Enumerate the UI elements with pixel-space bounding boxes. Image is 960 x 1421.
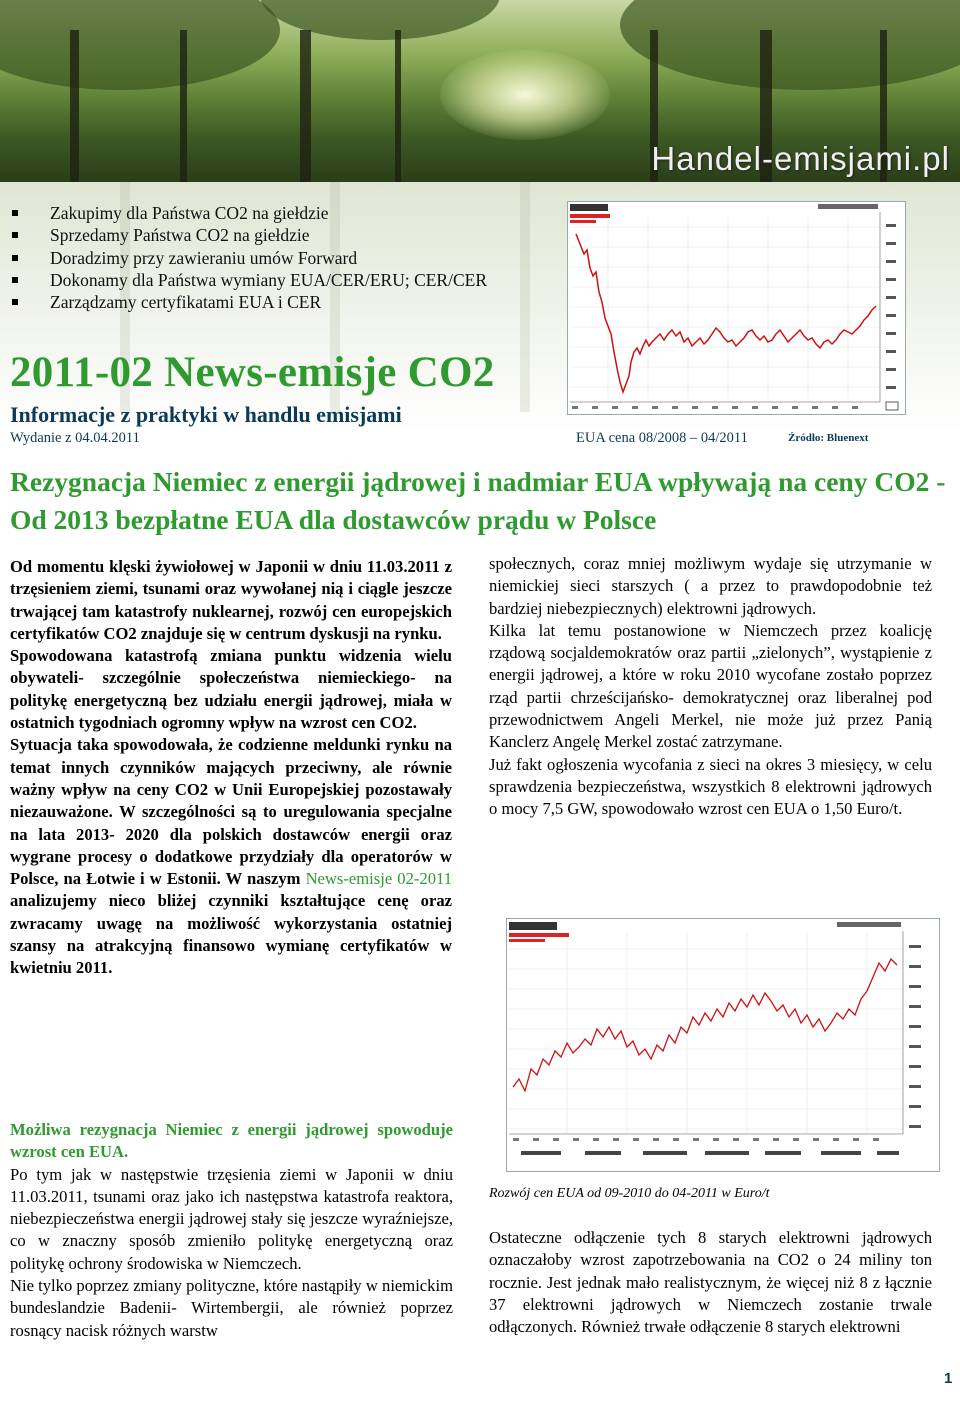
banner-trunk: [300, 30, 311, 182]
newsletter-link[interactable]: News-emisje 02-2011: [305, 869, 452, 889]
left-paragraph-3-text-end: analizujemy nieco bliżej czynniki kształtujące cenę oraz zwracamy uwagę na możliwość wykorzystania ostatniej szansy na atrakcyjną finansowo wymianę certyfikatów w kwietniu 2011.: [10, 891, 452, 978]
page-number: 1: [944, 1370, 953, 1387]
banner-canopy: [260, 0, 500, 40]
chart2-legend-swatch: [509, 939, 545, 942]
issue-subtitle: Informacje z praktyki w handlu emisjami: [10, 402, 402, 427]
eua-price-chart2-svg: [507, 919, 939, 1171]
chart1-caption: EUA cena 08/2008 – 04/2011: [576, 430, 748, 446]
eua-price-chart-svg: [568, 202, 905, 414]
banner-canopy: [0, 0, 280, 90]
issue-edition-date: Wydanie z 04.04.2011: [10, 430, 140, 446]
chart2-date-range: [837, 922, 901, 927]
services-list-item: Dokonamy dla Państwa wymiany EUA/CER/ERU; CER/CER: [10, 269, 487, 291]
services-list-item: Sprzedamy Państwa CO2 na giełdzie: [10, 224, 487, 246]
right-paragraph-1: społecznych, coraz mniej możliwym wydaje się utrzymanie w niemickiej sieci starszych ( a przez to prawdopodobnie też bardziej niebezpiecznych) elektrowni jądrowych.: [489, 554, 932, 618]
section2-heading: Możliwa rezygnacja Niemiec z energii jądrowej spowoduje wzrost cen EUA.: [10, 1120, 453, 1162]
banner-trunk: [395, 30, 401, 182]
banner-sunlight: [440, 50, 610, 140]
issue-title: 2011-02 News-emisje CO2: [10, 349, 495, 396]
chart-legend-swatch: [570, 220, 596, 223]
article-headline: Rezygnacja Niemiec z energii jądrowej i nadmiar EUA wpływają na ceny CO2 - Od 2013 bezpłatne EUA dla dostawców prądu w Polsce: [10, 466, 946, 535]
section2: [10, 1119, 453, 1342]
left-paragraph-1: Od momentu klęski żywiołowej w Japonii w dniu 11.03.2011 z trzęsieniem ziemi, tsunami oraz wywołanej nią i ciągle jeszcze trwającej tam katastrofy nuklearnej, rozwój cen europejskich certyfikatów CO2 znajduje się w centrum dyskusji na rynku.: [10, 557, 452, 643]
chart-date-range: [818, 204, 878, 209]
eua-price-chart-2010-2011: [506, 918, 940, 1172]
right-paragraph-2: Kilka lat temu postanowione w Niemczech przez koalicję rządową socjaldemokratów oraz partii „zielonych”, wystąpienie z energii jądrowej, a które w roku 2010 wycofane zostało poprzez rząd partii chrześcijańsko- demokratycznej oraz liberalnej pod przewodnictwem Angeli Merkel, nie może już przez Panią Kanclerz Angelę Merkel zostać zatrzymane.: [489, 620, 932, 752]
chart2-legend-swatch: [509, 933, 569, 937]
eua-price-chart-2008-2011: [567, 201, 906, 415]
chart2-ticker-label: [509, 922, 557, 930]
right-paragraph-3: Już fakt ogłoszenia wycofania z sieci na okres 3 miesięcy, w celu sprawdzenia bezpieczeństwa, wszystkich 8 elektrowni jądrowych o mocy 7,5 GW, spowodowało wzrost cen EUA o 1,50 Euro/t.: [489, 754, 932, 819]
left-paragraph-2: Spowodowana katastrofą zmiana punktu widzenia wielu obywateli- szczególnie społeczeństwa niemieckiego- na politykę energetyczną bez udziału energii jądrowej, miała w ostatnich tygodniach ogromny wpływ na wzrost cen CO2.: [10, 646, 452, 733]
services-list-item: Zarządzamy certyfikatami EUA i CER: [10, 291, 487, 313]
section2-paragraph-1: Po tym jak w następstwie trzęsienia ziemi w Japonii w dniu 11.03.2011, tsunami oraz jako ich następstwa katastrofa reaktora, niebezpieczeństwa energii jądrowej stały się jeszcze wyraźniejsze, co w znaczny sposób zmieniło politykę energetyczną oraz politykę ochrony środowiska w Niemczech.: [10, 1164, 453, 1273]
section3: [489, 1227, 932, 1338]
backdrop-trunk: [520, 182, 530, 412]
banner-canopy: [620, 0, 960, 90]
services-list-item: Doradzimy przy zawieraniu umów Forward: [10, 247, 487, 269]
section3-paragraph-1: Ostateczne odłączenie tych 8 starych elektrowni jądrowych oznaczałoby wzrost zapotrzebowania na CO2 o 24 miliny ton rocznie. Jest jednak mało realistycznym, że więcej niż 8 z łącznie 37 elektrowni jądrowych w Niemczech zostanie trwale odłączonych. Również trwałe odłączenie 8 starych elektrowni: [489, 1228, 932, 1337]
banner-trunk: [70, 30, 79, 182]
article-right-column: [489, 553, 932, 821]
left-paragraph-3-text: Sytuacja taka spowodowała, że codzienne meldunki rynku na temat innych czynników mających przeciwny, ale równie ważny wpływ na ceny CO2 w Unii Europejskiej pozostawały niezauważone. W szczególności są to uregulowania specjalne na lata 2013- 2020 dla polskich dostawców energii oraz wygrane procesy o dodatkowe przydziały dla operatorów w Polsce, na Łotwie i w Estonii. W naszym: [10, 735, 452, 889]
chart-legend-swatch: [570, 214, 610, 218]
banner-trunk: [180, 30, 187, 182]
article-left-column: [10, 556, 452, 980]
chart1-source: Źródło: Bluenext: [788, 432, 869, 444]
services-list: [10, 202, 487, 313]
section2-paragraph-2: Nie tylko poprzez zmiany polityczne, które nastąpiły w niemickim bundeslandzie Badenii- Wirtembergii, ale również poprzez rosnący nacisk różnych warstw: [10, 1276, 453, 1340]
left-paragraph-3: [10, 734, 452, 979]
chart2-caption: Rozwój cen EUA od 09-2010 do 04-2011 w Euro/t: [489, 1186, 770, 1201]
brand-logo: Handel-emisjami.pl: [651, 140, 950, 177]
chart-ticker-label: [570, 204, 608, 211]
header-banner: [0, 0, 960, 182]
services-list-item: Zakupimy dla Państwa CO2 na giełdzie: [10, 202, 487, 224]
